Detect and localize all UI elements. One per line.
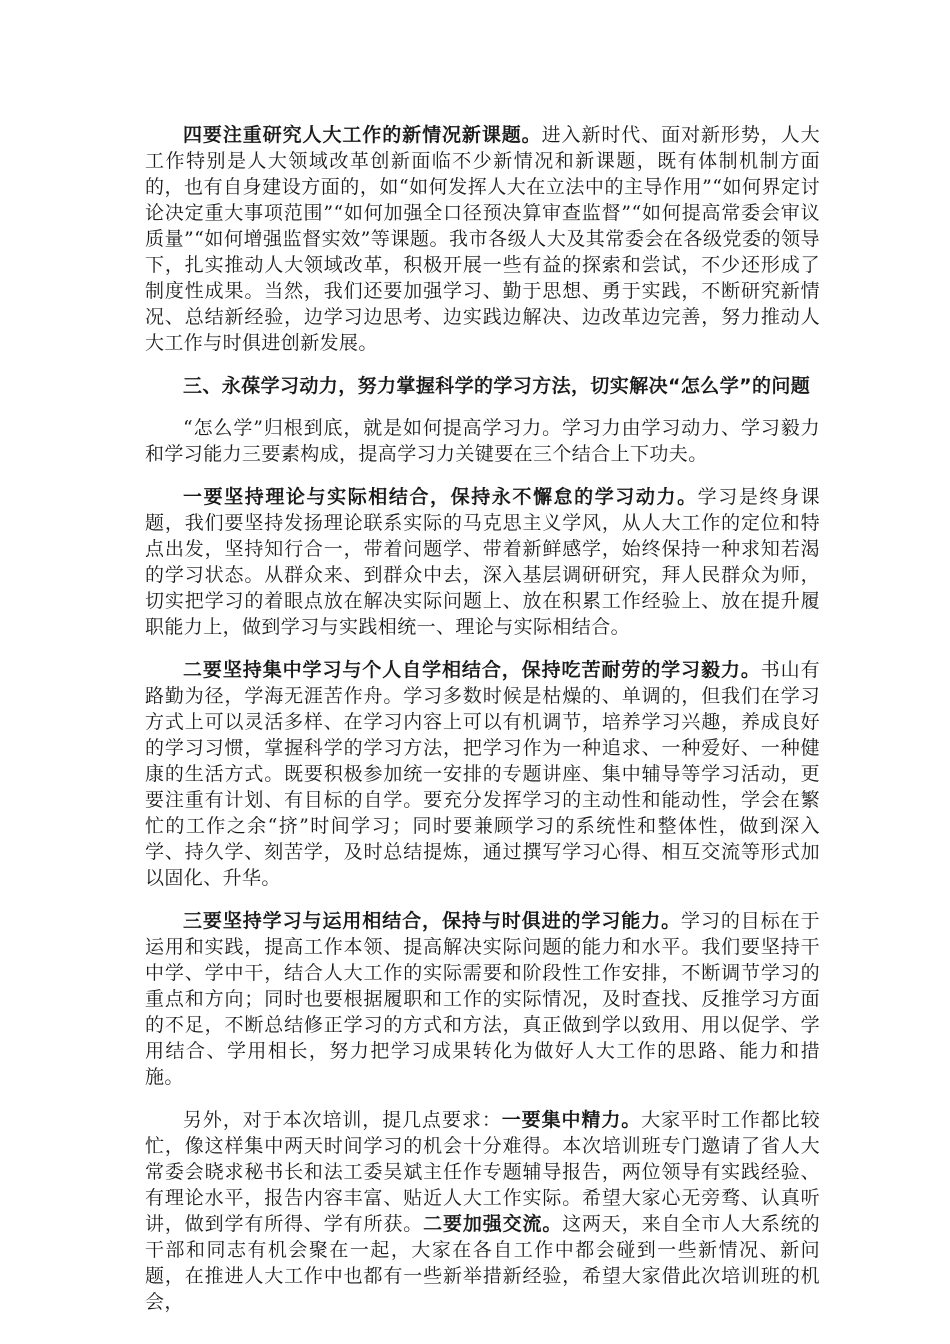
- paragraph-lead: 一要坚持理论与实际相结合，保持永不懈怠的学习动力。: [183, 486, 698, 508]
- paragraph-lead: 二要坚持集中学习与个人自学相结合，保持吃苦耐劳的学习毅力。: [183, 659, 761, 681]
- paragraph-body: 学习的目标在于运用和实践，提高工作本领、提高解决实际问题的能力和水平。我们要坚持干中学、学中干，结合人大工作的实际需要和阶段性工作安排，不断调节学习的重点和方向；同时也要根据履职和工作的实际情况，及时查找、反推学习方面的不足，不断总结修正学习的方式和方法，真正做到学以致用、用以促学、学用结合、学用相长，努力把学习成果转化为做好人大工作的思路、能力和措施。: [145, 910, 820, 1088]
- paragraph-lead: 四要注重研究人大工作的新情况新课题。: [183, 124, 542, 146]
- paragraph-training-requirements: [145, 1107, 820, 1315]
- section-heading-3: 三、永葆学习动力，努力掌握科学的学习方法，切实解决“怎么学”的问题: [183, 375, 811, 397]
- paragraph-intro: 另外，对于本次培训，提几点要求：: [183, 1109, 502, 1131]
- paragraph-2nd-point: [145, 657, 820, 891]
- paragraph-body: 大家平时工作都比较忙，像这样集中两天时间学习的机会十分难得。本次培训班专门邀请了省人大常委会晓求秘书长和法工委吴斌主任作专题辅导报告，两位领导有实践经验、有理论水平，报告内容丰富、贴近人大工作实际。希望大家心无旁骛、认真听讲，做到学有所得、学有所获。: [145, 1109, 820, 1235]
- paragraph-lead: 三要坚持学习与运用相结合，保持与时俱进的学习能力。: [183, 910, 682, 932]
- paragraph-body: 学习是终身课题，我们要坚持发扬理论联系实际的马克思主义学风，从人大工作的定位和特点出发，坚持知行合一，带着问题学、带着新鲜感学，始终保持一种求知若渴的学习状态。从群众来、到群众中去，深入基层调研研究，拜人民群众为师，切实把学习的着眼点放在解决实际问题上、放在积累工作经验上、放在提升履职能力上，做到学习与实践相统一、理论与实际相结合。: [145, 486, 820, 638]
- paragraph-lead: 二要加强交流。: [423, 1213, 563, 1235]
- paragraph-body: 进入新时代、面对新形势，人大工作特别是人大领域改革创新面临不少新情况和新课题，既有体制机制方面的，也有自身建设方面的，如“如何发挥人大在立法中的主导作用”“如何界定讨论决定重大事项范围”“如何加强全口径预决算审查监督”“如何提高常委会审议质量”“如何增强监督实效”等课题。我市各级人大及其常委会在各级党委的领导下，扎实推动人大领域改革，积极开展一些有益的探索和尝试，不少还形成了制度性成果。当然，我们还要加强学习、勤于思想、勇于实践，不断研究新情况、总结新经验，边学习边思考、边实践边解决、边改革边完善，努力推动人大工作与时俱进创新发展。: [145, 124, 820, 354]
- paragraph-body: 这两天，来自全市人大系统的干部和同志有机会聚在一起，大家在各自工作中都会碰到一些新情况、新问题，在推进人大工作中也都有一些新举措新经验，希望大家借此次培训班的机会，: [145, 1213, 820, 1313]
- paragraph-how-to-learn: [145, 415, 820, 467]
- document-page: [145, 122, 820, 1332]
- paragraph-4th-requirement: [145, 122, 820, 356]
- paragraph-body: “怎么学”归根到底，就是如何提高学习力。学习力由学习动力、学习毅力和学习能力三要素构成，提高学习力关键要在三个结合上下功夫。: [145, 417, 820, 465]
- paragraph-1st-point: [145, 484, 820, 640]
- paragraph-body: 书山有路勤为径，学海无涯苦作舟。学习多数时候是枯燥的、单调的，但我们在学习方式上可以灵活多样、在学习内容上可以有机调节，培养学习兴趣，养成良好的学习习惯，掌握科学的学习方法，把学习作为一种追求、一种爱好、一种健康的生活方式。既要积极参加统一安排的专题讲座、集中辅导等学习活动，更要注重有计划、有目标的自学。要充分发挥学习的主动性和能动性，学会在繁忙的工作之余“挤”时间学习；同时要兼顾学习的系统性和整体性，做到深入学、持久学、刻苦学，及时总结提炼，通过撰写学习心得、相互交流等形式加以固化、升华。: [145, 659, 820, 889]
- paragraph-3rd-point: [145, 908, 820, 1090]
- paragraph-lead: 一要集中精力。: [501, 1109, 642, 1131]
